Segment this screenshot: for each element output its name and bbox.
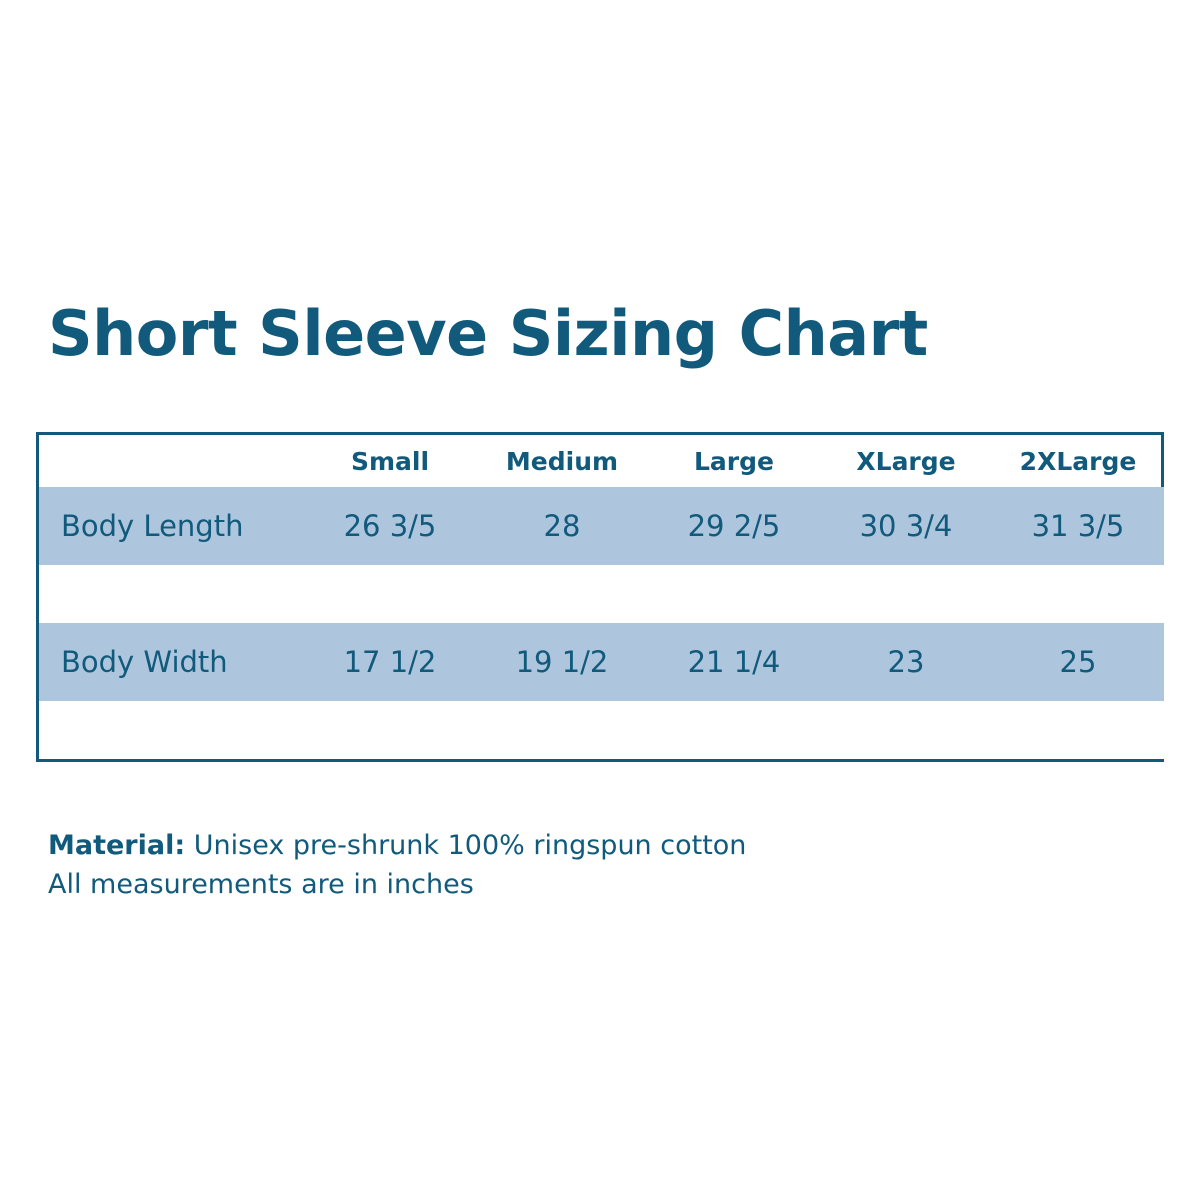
cell-body-width-xlarge: 23 [887,645,925,679]
cell-body-length-large: 29 2/5 [687,509,781,543]
table-row [39,487,1164,565]
column-header-medium: Medium [505,446,619,476]
material-note [48,826,746,865]
spacer-cell [992,565,1164,623]
table-row [39,623,1164,701]
sizing-table [39,435,1164,759]
table-row-spacer [39,701,1164,759]
spacer-cell [648,701,820,759]
cell-body-width-small: 17 1/2 [343,645,437,679]
cell-body-length-2xlarge: 31 3/5 [1031,509,1125,543]
spacer-cell [820,701,992,759]
spacer-cell [476,701,648,759]
row-label-body-width: Body Width [61,645,228,679]
column-header-xlarge: XLarge [856,446,956,476]
spacer-cell [39,565,304,623]
spacer-cell [648,565,820,623]
table-body [39,487,1164,759]
row-label-body-length: Body Length [61,509,244,543]
chart-notes [48,826,746,904]
spacer-cell [476,565,648,623]
cell-body-width-2xlarge: 25 [1059,645,1097,679]
column-header-large: Large [694,446,774,476]
material-label: Material: [48,830,186,861]
page-title: Short Sleeve Sizing Chart [48,297,928,370]
spacer-cell [820,565,992,623]
cell-body-length-small: 26 3/5 [343,509,437,543]
table-header [39,435,1164,487]
cell-body-length-medium: 28 [543,509,581,543]
spacer-cell [304,565,476,623]
column-header-small: Small [350,446,430,476]
cell-body-length-xlarge: 30 3/4 [859,509,953,543]
material-value: Unisex pre-shrunk 100% ringspun cotton [193,830,747,861]
table-header-row [39,435,1164,487]
units-note: All measurements are in inches [48,869,474,901]
column-header-2xlarge: 2XLarge [1019,446,1137,476]
sizing-table-container [36,432,1164,762]
spacer-cell [39,701,304,759]
table-row-spacer [39,565,1164,623]
cell-body-width-large: 21 1/4 [687,645,781,679]
cell-body-width-medium: 19 1/2 [515,645,609,679]
column-header-corner [39,435,304,487]
spacer-cell [992,701,1164,759]
spacer-cell [304,701,476,759]
